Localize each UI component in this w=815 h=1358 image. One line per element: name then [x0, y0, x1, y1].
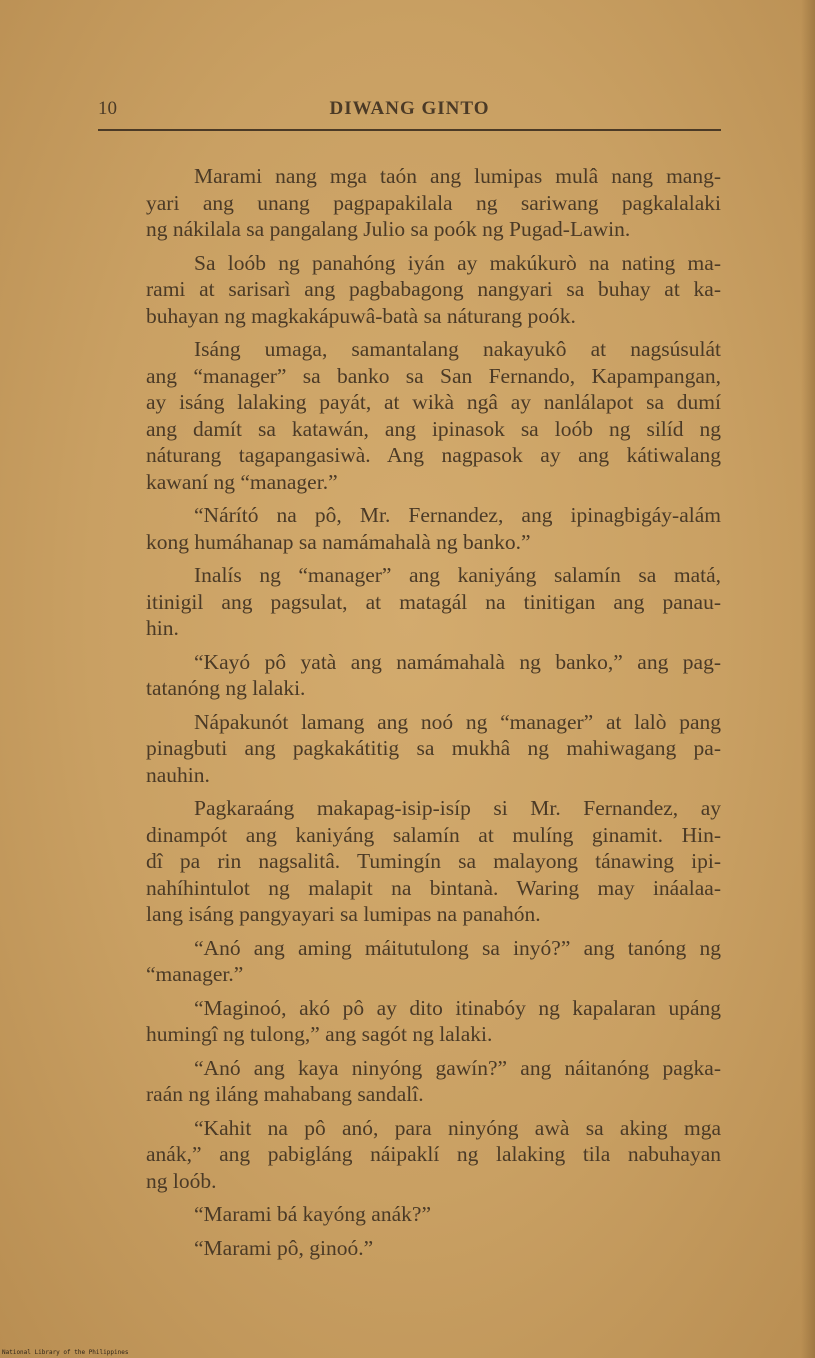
page-header: [98, 98, 721, 124]
text-line: pinagbuti ang pagkakátitig sa mukhâ ng mahiwagang pa-: [146, 736, 721, 760]
text-line: ay isáng lalaking payát, at wikà ngâ ay nanlálapot sa dumí: [146, 390, 721, 414]
page-number: 10: [98, 98, 117, 119]
text-line: dî pa rin nagsalitâ. Tumingín sa malayong tánawing ipi-: [146, 849, 721, 873]
paragraph: [98, 1055, 721, 1108]
text-line: anák,” ang pabigláng náipaklí ng lalaking tila nabuhayan: [146, 1142, 721, 1166]
paragraph: [98, 502, 721, 555]
text-line: kawaní ng “manager.”: [146, 469, 338, 494]
paragraph: [98, 163, 721, 243]
text-line: “Marami bá kayóng anák?”: [194, 1202, 431, 1226]
paragraph: [98, 562, 721, 642]
text-line: Isáng umaga, samantalang nakayukô at nagsúsulát: [194, 337, 721, 361]
text-line: Inalís ng “manager” ang kaniyáng salamín sa matá,: [194, 563, 721, 587]
paragraph: [98, 1235, 721, 1262]
text-line: náturang tagapangasiwà. Ang nagpasok ay ang kátiwalang: [146, 443, 721, 467]
paragraph: [98, 1115, 721, 1195]
paragraph: [98, 795, 721, 928]
paragraph: [98, 935, 721, 988]
text-line: itinigil ang pagsulat, at matagál na tinitigan ang panau-: [146, 589, 721, 614]
text-line: “Maginoó, akó pô ay dito itinabóy ng kapalaran upáng: [194, 995, 721, 1020]
text-line: Sa loób ng panahóng iyán ay makúkurò na nating ma-: [194, 250, 721, 275]
text-line: tatanóng ng lalaki.: [146, 676, 306, 700]
running-head: DIWANG GINTO: [329, 98, 490, 119]
text-line: Nápakunót lamang ang noó ng “manager” at lalò pang: [194, 709, 721, 734]
paragraph: [98, 995, 721, 1048]
text-line: “Marami pô, ginoó.”: [194, 1235, 374, 1260]
text-line: ng nákilala sa pangalang Julio sa poók ng Pugad-Lawin.: [146, 217, 631, 241]
text-line: Pagkaraáng makapag-isip-isíp si Mr. Fernandez, ay: [194, 796, 721, 820]
body-text: [98, 163, 721, 1261]
text-line: nahíhintulot ng malapit na bintanà. Waring may ináalaa-: [146, 875, 721, 900]
text-line: “Anó ang kaya ninyóng gawín?” ang náitanóng pagka-: [194, 1055, 721, 1080]
text-line: dinampót ang kaniyáng salamín at mulíng ginamit. Hin-: [146, 822, 721, 847]
page-edge-shadow: [801, 0, 815, 1358]
text-line: lang isáng pangyayari sa lumipas na panahón.: [146, 902, 541, 926]
text-line: ang damít sa katawán, ang ipinasok sa loób ng silíd ng: [146, 416, 721, 441]
text-line: hin.: [146, 616, 179, 640]
text-line: buhayan ng magkakápuwâ-batà sa náturang poók.: [146, 303, 576, 328]
text-line: ng loób.: [146, 1168, 217, 1193]
text-line: humingî ng tulong,” ang sagót ng lalaki.: [146, 1022, 493, 1046]
text-line: “manager.”: [146, 962, 244, 986]
paragraph: [98, 336, 721, 495]
paragraph: [98, 250, 721, 330]
text-line: rami at sarisarì ang pagbabagong nangyari sa buhay at ka-: [146, 277, 721, 301]
paragraph: [98, 709, 721, 789]
paragraph: [98, 1201, 721, 1228]
text-line: nauhin.: [146, 762, 210, 787]
text-line: “Kahit na pô anó, para ninyóng awà sa aking mga: [194, 1115, 721, 1140]
library-credit: National Library of the Philippines: [2, 1349, 129, 1356]
text-line: “Kayó pô yatà ang namámahalà ng banko,” ang pag-: [194, 649, 721, 674]
text-line: raán ng iláng mahabang sandalî.: [146, 1082, 424, 1106]
text-line: “Nárító na pô, Mr. Fernandez, ang ipinagbigáy-alám: [194, 503, 721, 527]
text-line: yari ang unang pagpapakilala ng sariwang pagkalalaki: [146, 190, 721, 215]
text-line: “Anó ang aming máitutulong sa inyó?” ang tanóng ng: [194, 935, 721, 960]
header-rule: [98, 129, 721, 131]
text-line: Marami nang mga taón ang lumipas mulâ nang mang-: [194, 164, 721, 188]
text-line: kong humáhanap sa namámahalà ng banko.”: [146, 529, 531, 554]
paragraph: [98, 649, 721, 702]
text-line: ang “manager” sa banko sa San Fernando, Kapampangan,: [146, 363, 721, 388]
